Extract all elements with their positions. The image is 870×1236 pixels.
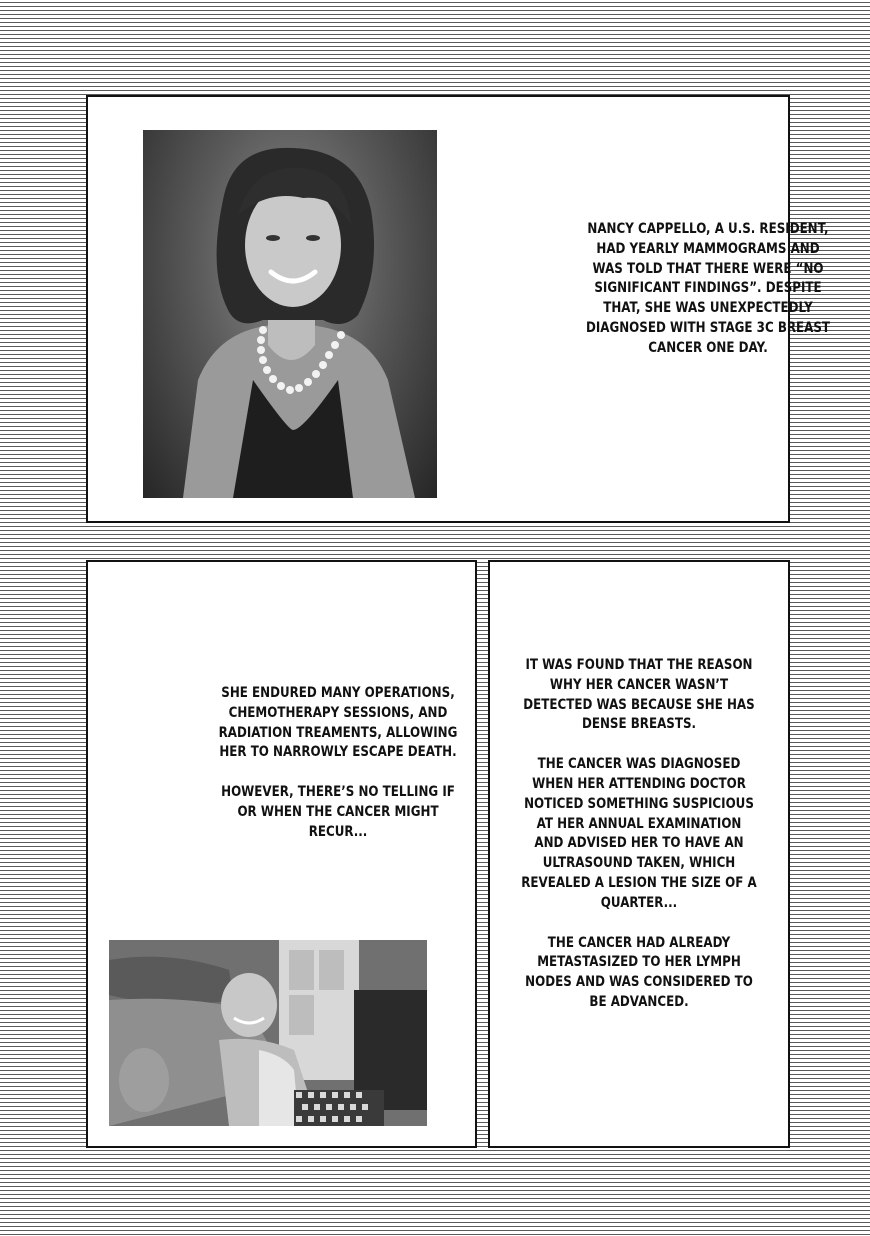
- portrait-illustration: [143, 130, 437, 498]
- caption-nancy-intro-text: NANCY CAPPELLO, A U.S. RESIDENT, HAD YEARLY MAMMOGRAMS AND WAS TOLD THAT THERE WERE “NO SIGNIFICANT FINDINGS”. DESPITE THAT, SHE WAS UNEXPECTEDLY DIAGNOSED WITH STAGE 3C BREAST CANCER ONE DAY.: [585, 221, 831, 356]
- portrait-photo: [143, 130, 437, 498]
- hospital-photo: [109, 940, 427, 1126]
- panel-bottom-left: [86, 560, 477, 1148]
- caption-nancy-intro: [585, 220, 831, 359]
- caption-diagnosis-paragraph-2: THE CANCER WAS DIAGNOSED WHEN HER ATTENDING DOCTOR NOTICED SOMETHING SUSPICIOUS AT HER ANNUAL EXAMINATION AND ADVISED HER TO HAVE AN ULTRASOUND TAKEN, WHICH REVEALED A LESION THE SIZE OF A QUARTER...: [521, 756, 757, 911]
- caption-diagnosis: [520, 656, 758, 1013]
- panel-top: [86, 95, 831, 523]
- caption-diagnosis-paragraph-1: IT WAS FOUND THAT THE REASON WHY HER CANCER WASN’T DETECTED WAS BECAUSE SHE HAS DENSE BREASTS.: [523, 657, 755, 733]
- caption-diagnosis-paragraph-3: THE CANCER HAD ALREADY METASTASIZED TO HER LYMPH NODES AND WAS CONSIDERED TO BE ADVANCED.: [525, 934, 753, 1010]
- hospital-illustration: [109, 940, 427, 1126]
- caption-treatment: [215, 684, 461, 843]
- caption-treatment-paragraph-2: HOWEVER, THERE’S NO TELLING IF OR WHEN THE CANCER MIGHT RECUR...: [221, 784, 455, 840]
- panel-bottom-right: [488, 560, 790, 1148]
- caption-treatment-paragraph-1: SHE ENDURED MANY OPERATIONS, CHEMOTHERAPY SESSIONS, AND RADIATION TREAMENTS, ALLOWING HER TO NARROWLY ESCAPE DEATH.: [218, 685, 458, 761]
